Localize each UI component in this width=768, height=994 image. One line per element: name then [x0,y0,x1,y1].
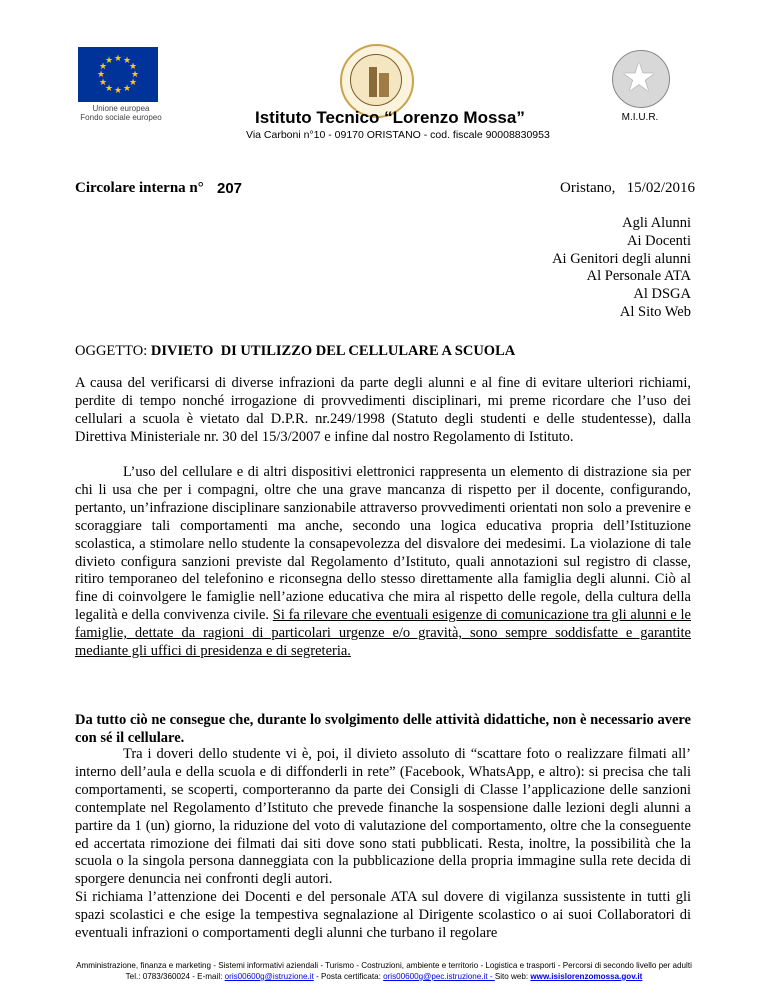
eu-caption [78,104,164,122]
body-paragraph-4: Tra i doveri dello studente vi è, poi, il divieto assoluto di “scattare foto o realizzare filmati all’ interno dell’aula e della scuola e di diffonderli in rete” (Facebook, WhatsApp, e altro): si precisa che tali comportamenti, se scoperti, comporteranno da parte dei Consigli di Classe l’applicazione delle sanzioni contemplate nel Regolamento d’Istituto che prevede finanche la sospensione dalle lezioni degli alunni a partire da 1 (un) giorno, la riduzione del voto di valutazione del comportamento, oltre che la conseguente ed accertata rimozione dei filmati dai siti dove sono stati pubblicati. Resta, inoltre, la possibilità che la scuola o la singola persona danneggiata con la pubblicazione della propria immagine sulla rete decida di sporgere denuncia nei confronti degli autori. [75,746,691,888]
school-name: Istituto Tecnico “Lorenzo Mossa” [255,108,525,127]
school-emblem-icon [340,44,414,118]
svg-text:★: ★ [98,78,108,88]
recipient: Al Sito Web [619,303,691,320]
place-date: Oristano, 15/02/2016 [560,180,695,196]
footer-pec-label: - Posta certificata: [313,972,384,981]
footer-pec-link[interactable]: oris00600g@pec.istruzione.it - [383,972,495,981]
eu-caption-line1: Unione europea [92,104,150,113]
recipient: Al DSGA [633,286,691,303]
svg-text:★: ★ [122,84,132,94]
footer-email-link[interactable]: oris00600g@istruzione.it [224,972,314,981]
eu-flag-icon [78,47,158,102]
circular-number: 207 [217,180,243,197]
svg-text:★: ★ [122,56,132,66]
subject-title: DIVIETO DI UTILIZZO DEL CELLULARE A SCUOLA [150,343,516,359]
svg-text:★: ★ [128,62,138,72]
footer-line-2 [38,971,730,982]
body-paragraph-2-text: L’uso del cellulare e di altri dispositivi elettronici rappresenta un elemento di distrazione sia per chi li usa che per i compagni, oltre che una grave mancanza di rispetto per il docente, configurando, pertanto, un’infrazione disciplinare sanzionabile attraverso provvedimenti orientati non solo a prevenire e scoraggiare tali comportamenti ma anche, secondo una logica educativa propria dell’Istituzione scolastica, a stimolare nello studente la consapevolezza del disvalore dei medesimi. La violazione di tale divieto configura sanzioni previste dal Regolamento d’Istituto, quali annotazioni sul registro di classe, ritiro temporaneo del telefonino e riconsegna dello stesso direttamente alla famiglia degli alunni. Ciò al fine di coinvolgere le famiglie nell’azione educativa che mira al rispetto delle regole, della cultura della legalità e della convivenza civile. [75,464,691,624]
circular-label: Circolare interna n° [75,180,204,196]
body-paragraph-1: A causa del verificarsi di diverse infrazioni da parte degli alunni e al fine di evitare ulteriori richiami, perdite di tempo nonché irrogazione di provvedimenti disciplinari, mi preme ricordare che l’uso dei cellulari a scuola è vietato dal D.P.R. nr.249/1998 (Statuto degli studenti e delle studentesse), dalla Direttiva Ministeriale nr. 30 del 15/3/2007 e infine dal nostro Regolamento di Istituto. [75,375,691,445]
body-paragraph-2 [75,464,691,661]
school-address: Via Carboni n°10 - 09170 ORISTANO - cod. fiscale 90008830953 [246,129,550,141]
footer-web-label: Sito web: [494,972,531,981]
svg-text:★: ★ [96,70,106,80]
ministry-caption: M.I.U.R. [621,112,659,123]
svg-text:★: ★ [130,70,140,80]
footer-tel: Tel.: 0783/360024 - E-mail: [125,972,225,981]
footer [38,960,730,982]
body-paragraph-3: Da tutto ciò ne consegue che, durante lo svolgimento delle attività didattiche, non è necessario avere con sé il cellulare. [75,712,691,746]
body-paragraph-2-underlined: Si fa rilevare che eventuali esigenze di comunicazione tra gli alunni e le famiglie, dettate da ragioni di particolari urgenze e/o gravità, sono sempre soddisfatte e garantite mediante gli uffici di presidenza e di segreteria. [75,607,691,660]
recipient: Ai Genitori degli alunni [552,250,691,267]
svg-text:★: ★ [104,56,114,66]
subject-line [75,343,515,360]
subject-prefix: OGGETTO: [75,343,151,359]
svg-text:★: ★ [104,84,114,94]
eu-caption-line2: Fondo sociale europeo [80,113,162,122]
svg-text:★: ★ [128,78,138,88]
body-paragraph-5: Si richiama l’attenzione dei Docenti e del personale ATA sul dovere di vigilanza sussistente in tutti gli spazi scolastici e che esige la tempestiva segnalazione al Dirigente scolastico o ai suoi Collaboratori di eventuali infrazioni o comportamenti degli alunni che turbano il regolare [75,889,691,941]
recipient: Agli Alunni [622,215,691,231]
recipient: Al Personale ATA [586,268,691,285]
footer-web-link[interactable]: www.isislorenzomossa.gov.it [530,972,643,981]
recipients-list [480,215,691,322]
svg-text:★: ★ [113,54,123,64]
svg-text:★: ★ [98,62,108,72]
svg-text:★: ★ [113,86,123,96]
italian-republic-emblem-icon: ★ [612,50,670,108]
footer-line-1: Amministrazione, finanza e marketing - Sistemi informativi aziendali - Turismo - Costruzioni, ambiente e territorio - Logistica e trasporti - Percorsi di secondo livello per adulti [76,961,692,970]
recipient: Ai Docenti [626,232,691,249]
